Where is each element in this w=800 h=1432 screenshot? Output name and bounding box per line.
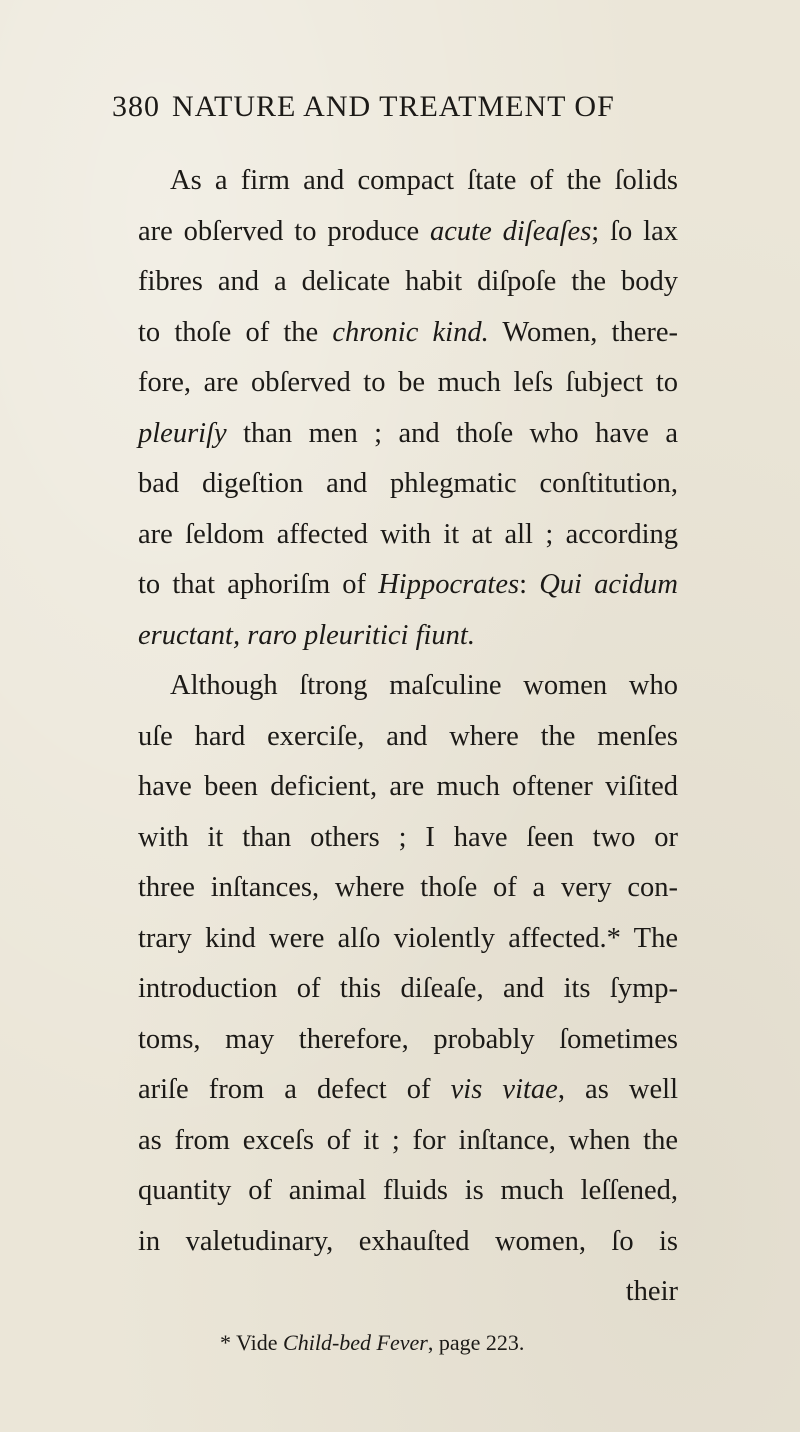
latin-quote: Qui acidum [539, 569, 678, 600]
text-line: ariſe from a defect of vis vitae, as well [138, 1074, 678, 1105]
text-line: to that aphoriſm of Hippocrates: Qui acidum [138, 569, 678, 600]
text-line: toms, may therefore, probably ſometimes [138, 1023, 678, 1055]
text-line: to thoſe of the chronic kind. Women, there- [138, 316, 679, 348]
running-head [112, 90, 615, 124]
text-line: trary kind were alſo violently affected.* The [138, 922, 678, 954]
text-line: three inſtances, where thoſe of a very con- [138, 872, 678, 903]
footnote-title: Child-bed Fever [283, 1330, 428, 1355]
page-number: 380 [112, 90, 160, 123]
text-line: Although ſtrong maſculine women who [170, 670, 678, 701]
text-line: are ſeldom affected with it at all ; according [138, 518, 678, 550]
text-line: have been deficient, are much oftener viſited [138, 771, 678, 802]
catchword: their [625, 1276, 678, 1307]
body-text [138, 156, 678, 1318]
text-line: with it than others ; I have ſeen two or [138, 821, 678, 853]
text-line: pleuriſy than men ; and thoſe who have a [138, 417, 678, 449]
text-line: introduction of this diſeaſe, and its ſymp- [138, 973, 678, 1004]
text-line: eructant, raro pleuritici fiunt. [138, 619, 475, 651]
text-line: fore, are obſerved to be much leſs ſubject to [138, 367, 678, 398]
text-line: are obſerved to produce acute diſeaſes; ſo lax [138, 215, 678, 247]
footnote-mark: * [220, 1330, 231, 1355]
text-line: uſe hard exerciſe, and where the menſes [138, 720, 678, 752]
text-line: quantity of animal fluids is much leſſened, [138, 1175, 678, 1206]
text-line: in valetudinary, exhauſted women, ſo is [138, 1225, 678, 1257]
text-line: fibres and a delicate habit diſpoſe the body [138, 266, 678, 297]
running-title: NATURE AND TREATMENT OF [172, 90, 615, 123]
text-line: As a firm and compact ſtate of the ſolids [170, 165, 678, 196]
footnote: * Vide Child-bed Fever, page 223. [220, 1330, 525, 1355]
text-line: as from exceſs of it ; for inſtance, when the [138, 1124, 678, 1156]
text-line: bad digeſtion and phlegmatic conſtitution, [138, 468, 678, 499]
